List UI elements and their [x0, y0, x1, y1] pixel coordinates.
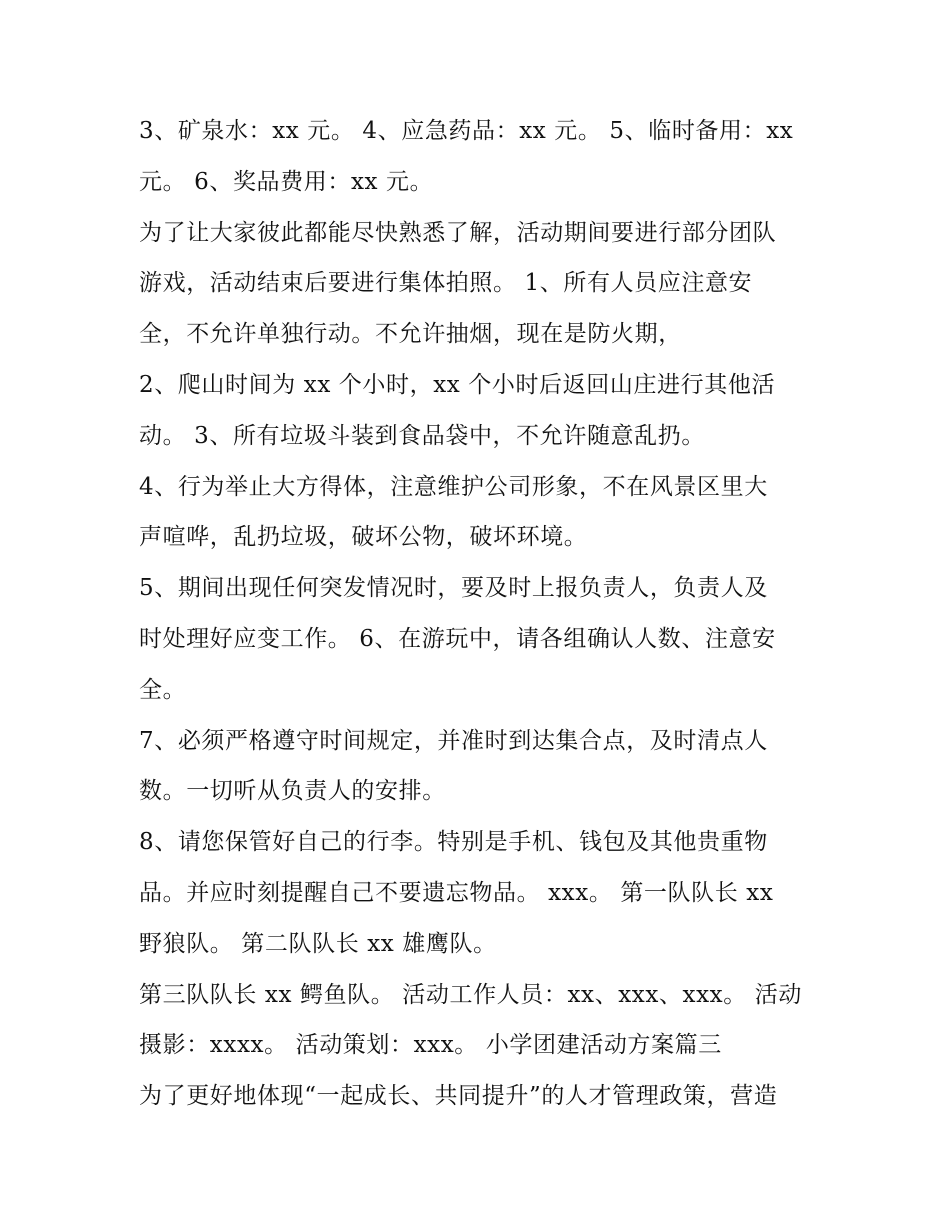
text-line: 7、必须严格遵守时间规定，并准时到达集合点，及时清点人 — [139, 727, 768, 754]
text-line: 第三队队长 xx 鳄鱼队。 活动工作人员：xx、xxx、xxx。 活动 — [139, 981, 802, 1008]
text-line: 3、矿泉水：xx 元。 4、应急药品：xx 元。 5、临时备用：xx — [139, 118, 794, 144]
text-line: 动。 3、所有垃圾斗装到食品袋中，不允许随意乱扔。 — [139, 422, 705, 449]
text-line: 为了更好地体现“一起成长、共同提升”的人才管理政策，营造 — [139, 1083, 778, 1110]
text-line: 全，不允许单独行动。不允许抽烟，现在是防火期， — [139, 321, 682, 348]
text-line: 野狼队。 第二队队长 xx 雄鹰队。 — [139, 930, 497, 957]
text-line: 时处理好应变工作。 6、在游玩中，请各组确认人数、注意安 — [139, 625, 776, 652]
text-line: 数。一切听从负责人的安排。 — [139, 778, 446, 805]
text-line: 摄影：xxxx。 活动策划：xxx。 小学团建活动方案篇三 — [139, 1032, 722, 1059]
text-line: 游戏，活动结束后要进行集体拍照。 1、所有人员应注意安 — [139, 270, 753, 297]
text-line: 全。 — [139, 676, 187, 703]
text-line: 为了让大家彼此都能尽快熟悉了解，活动期间要进行部分团队 — [139, 219, 777, 246]
text-line: 元。 6、奖品费用：xx 元。 — [139, 168, 434, 195]
text-line: 品。并应时刻提醒自己不要遗忘物品。 xxx。 第一队队长 xx — [139, 879, 774, 906]
text-line: 4、行为举止大方得体，注意维护公司形象，不在风景区里大 — [139, 473, 768, 500]
document-body-text — [139, 106, 839, 1122]
text-line: 2、爬山时间为 xx 个小时，xx 个小时后返回山庄进行其他活 — [139, 371, 776, 398]
text-line: 5、期间出现任何突发情况时，要及时上报负责人，负责人及 — [139, 575, 768, 602]
text-line: 声喧哗，乱扔垃圾，破坏公物，破坏环境。 — [139, 524, 588, 551]
text-line: 8、请您保管好自己的行李。特别是手机、钱包及其他贵重物 — [139, 829, 768, 856]
